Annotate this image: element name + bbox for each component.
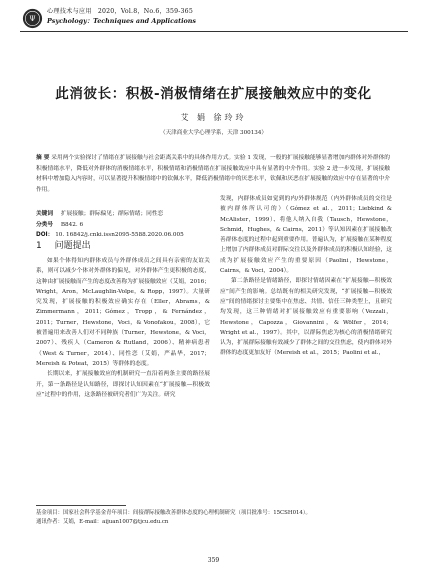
article-title: 此消彼长：积极-消极情绪在扩展接触效应中的变化 — [55, 86, 372, 102]
section-number: 1 — [36, 241, 42, 251]
corresponding-author-footnote: 通讯作者：艾娟，E-mail：aijuan1007@tjcu.edu.cn — [36, 519, 169, 525]
section-heading — [36, 238, 91, 251]
doi-label: DOI： — [36, 232, 54, 238]
journal-name-en: Psychology：Techniques and Applications — [47, 17, 197, 25]
classification-text: B842. 6 — [60, 222, 84, 228]
abstract — [36, 153, 390, 195]
svg-text:Ψ: Ψ — [29, 15, 36, 24]
page-number: 359 — [207, 557, 220, 564]
doi-line — [36, 229, 184, 238]
journal-logo — [22, 8, 43, 29]
keywords-text: 扩展接触；群际偏见；群际情绪；同性恋 — [60, 211, 164, 217]
keywords-label: 关键词 — [36, 211, 54, 217]
body-left-column — [36, 256, 210, 400]
journal-header-line — [47, 6, 193, 15]
journal-issue: 2020，Vol.8，No.6，359-365 — [97, 8, 193, 15]
funding-footnote: 基金项目：国家社会科学基金青年项目：间接群际接触改善群体态度的心理机制研究（项目批准号：15CSH014）。 — [36, 510, 311, 516]
journal-name-cn: 心理技术与应用 — [47, 8, 92, 15]
author-affiliation: （天津商业大学心理学系，天津 300134） — [159, 130, 268, 136]
keywords-line — [36, 208, 163, 217]
paragraph: 长期以来，扩展接触效应的机制研究一直沿着两条主要的路径展开，第一条路径是认知路径，即探讨认知因素在“扩展接触—积极效应”过程中的作用，这条路径被研究者们广为关注。研究 — [36, 371, 210, 398]
classification-line — [36, 219, 83, 228]
paragraph: 如果个体得知内群体成员与外群体成员之间具有亲密的友谊关系，则可以减少个体对外群体的偏见，对外群体产生更积极的态度，这种由扩展接触而产生的态度改善称为扩展接触效应（艾娟，2016；Wright，Aron，McLaughlin-Volpe，& Ropp，1997）。大量研究发现，扩展接触的积极效应确实存在（Eller，Abrams，& Zimmermann，2011；Gómez，Tropp，& Fernández，2011；Turner，Hewstone，Voci，& Vonofakou，2008），它被普遍用来改善人们对不同种族（Turner，Hewstone，& Voci，2007）、残疾人（Cameron & Rutland，2006）、精神病患者（West & Turner，2014）、同性恋（艾娟，严晶华，2017；Mereish & Poteat，2015）等群体的态度。 — [36, 258, 210, 367]
abstract-text: 采用两个实验探讨了情绪在扩展接触与社会距离关系中的具体作用方式。实验 1 发现，一般的扩展接触能够显著增加内群体对外群体的积极情绪水平，降低对外群体的消极情绪水平，积极情绪和消极情绪在扩展接触效应中具有显著的中介作用。实验 2 进一步发现，扩展接触材料中增加隐入内容时，可以显著提升积极情绪中的钦佩水平，降低消极情绪中的厌恶水平，钦佩和厌恶在扩展接触的效应中存在显著的中介作用。 — [36, 155, 390, 193]
paragraph: 发现，内群体成员如觉到的内/外群体规范（内外群体成员的交往是被内群体所认可的）（Gómez et al.，2011；Liebkind & McAlister，1999）、将他人纳入自我（Tausch，Hewstone，Schmid，Hughes，& Cairns，2011）等认知因素在扩展接触改善群体态度的过程中起到重要作用。普遍认为，扩展接触在某种程度上增加了内群体成员对群际交往以及外群体成员的积极认知经验，这成为扩展接触效应产生的重要原因（Paolini，Hewstone，Cairns，& Voci，2004）。 — [220, 196, 392, 275]
doi-text: 10. 16842/j.cnki.issn2095-5588.2020.06.005 — [55, 232, 184, 238]
footnote-divider — [36, 505, 126, 506]
paragraph: 第二条路径是情绪路径，即探讨情绪因素在“扩展接触—积极效应”间产生的影响。总结既有的相关研究发现，“扩展接触—积极效应”间的情绪探讨主要集中在焦虑、共情、信任三种类型上，且研究均发现，这三种情绪对扩展接触效应有重要影响（Vezzali，Hewstone，Capozza，Giovannini，& Wölfer，2014；Wright et al.，1997）。其中，以群际焦虑为核心的消极情绪研究认为，扩展群际接触有效减少了群体之间的交往焦虑，使内群体对外群体的态度更加友好（Mereish et al.，2015；Paolini et al.， — [220, 278, 392, 357]
header-divider — [20, 31, 408, 32]
section-title: 问题提出 — [54, 241, 91, 251]
article-authors: 艾 娟 徐玲玲 — [180, 113, 247, 122]
classification-label: 分类号 — [36, 222, 54, 228]
abstract-label: 摘 要 — [36, 155, 50, 161]
body-right-column — [220, 194, 392, 359]
footnotes — [36, 509, 396, 527]
